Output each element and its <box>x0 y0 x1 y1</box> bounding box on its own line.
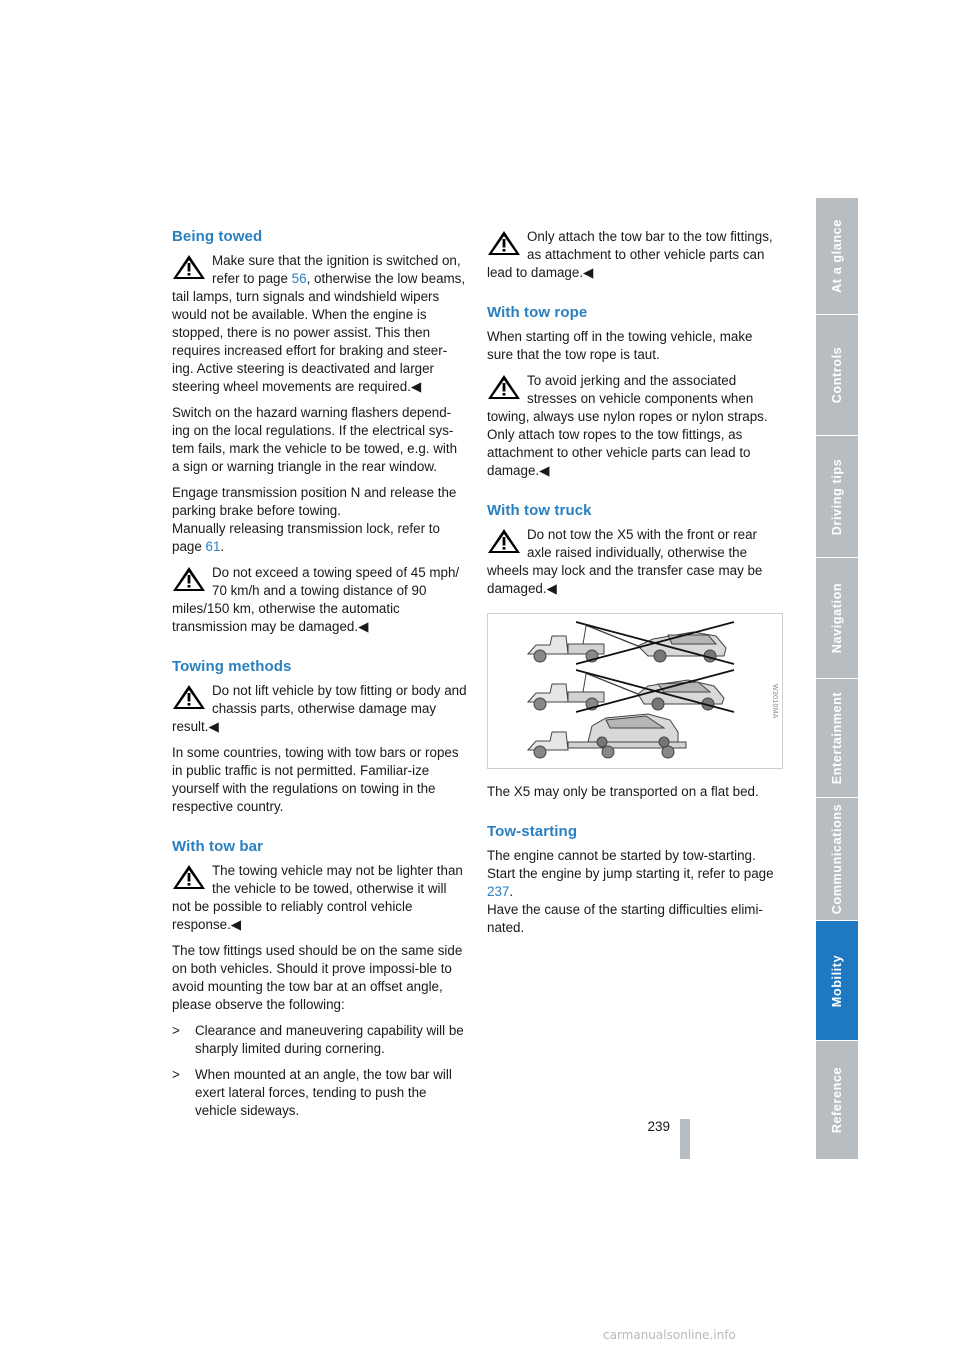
heading-with-tow-truck: With tow truck <box>487 502 592 519</box>
page-link-56[interactable]: 56 <box>291 271 307 286</box>
tab-entertainment[interactable]: Entertainment <box>816 679 858 798</box>
heading-towing-methods: Towing methods <box>172 658 292 675</box>
tow-truck-drawing <box>488 614 782 768</box>
watermark: carmanualsonline.info <box>603 1328 736 1342</box>
paragraph-tow-rope-taut: When starting off in the towing vehicle, make sure that the tow rope is taut. <box>487 329 753 362</box>
paragraph-tow-fittings: The tow fittings used should be on the same side on both vehicles. Should it prove impossi-ble to avoid mounting the tow bar at an offset angle, please observe the following: <box>172 943 463 1012</box>
warning-axle-raised: Do not tow the X5 with the front or rear axle raised individually, otherwise the wheels may lock and the transfer case may be damaged.◀ <box>487 526 782 598</box>
page-link-237[interactable]: 237 <box>487 884 510 899</box>
right-column <box>487 228 782 945</box>
paragraph-jump-start: Start the engine by jump starting it, refer to page 237. <box>487 866 774 899</box>
page-number-bar <box>680 1119 690 1159</box>
warning-ignition: Make sure that the ignition is switched on, refer to page 56, otherwise the low beams, tail lamps, turn signals and windshield wipers would not be available. When the engine is stopped, there is no power assist. This then requires increased effort for braking and steer-ing. Active steering is deactivated and larger steering wheel movements are required.◀ <box>172 253 466 394</box>
tab-mobility[interactable]: Mobility <box>816 921 858 1041</box>
tab-communications[interactable]: Communications <box>816 798 858 921</box>
paragraph-starting-difficulties: Have the cause of the starting difficulties elimi-nated. <box>487 902 763 935</box>
tab-controls[interactable]: Controls <box>816 315 858 436</box>
heading-tow-starting: Tow-starting <box>487 823 578 840</box>
tow-bar-bullet-list <box>172 1022 467 1120</box>
paragraph-hazard-flashers: Switch on the hazard warning flashers depend-ing on the local regulations. If the electrical sys-tem fails, mark the vehicle to be towed, e.g. with a sign or warning triangle in the rear window. <box>172 405 458 474</box>
chapter-tabs <box>816 198 858 1160</box>
heading-with-tow-rope: With tow rope <box>487 304 588 321</box>
tab-driving-tips[interactable]: Driving tips <box>816 436 858 558</box>
flatbed-truck-drawing <box>528 714 686 758</box>
wrecker-rear-lift-drawing <box>528 674 724 710</box>
paragraph-transmission-lock: Manually releasing transmission lock, refer to page 61. <box>172 521 440 554</box>
warning-nylon-ropes: To avoid jerking and the associated stresses on vehicle components when towing, always use nylon ropes or nylon straps. Only attach tow ropes to the tow fittings, as attachment to other vehicle parts can lead to damage.◀ <box>487 372 782 480</box>
page-link-61[interactable]: 61 <box>205 539 221 554</box>
paragraph-towing-regulations: In some countries, towing with tow bars or ropes in public traffic is not permitted. Familiar-ize yourself with the regulations on towing in the respective country. <box>172 745 459 814</box>
tab-reference[interactable]: Reference <box>816 1041 858 1160</box>
tow-truck-illustration <box>487 613 783 769</box>
left-column <box>172 228 467 1128</box>
heading-with-tow-bar: With tow bar <box>172 838 264 855</box>
tab-navigation[interactable]: Navigation <box>816 558 858 679</box>
warning-towing-speed: Do not exceed a towing speed of 45 mph/ 70 km/h and a towing distance of 90 miles/150 km, otherwise the automatic transmission may be damaged.◀ <box>172 564 467 636</box>
heading-being-towed: Being towed <box>172 228 263 245</box>
list-item: > Clearance and maneuvering capability will be sharply limited during cornering. <box>172 1023 464 1056</box>
tab-at-a-glance[interactable]: At a glance <box>816 198 858 315</box>
paragraph-tow-starting: The engine cannot be started by tow-starting. <box>487 848 756 863</box>
warning-tow-fitting: Do not lift vehicle by tow fitting or body and chassis parts, otherwise damage may result.◀ <box>172 683 467 734</box>
paragraph-transmission-n: Engage transmission position N and release the parking brake before towing. <box>172 485 457 518</box>
figure-code: W3010MA <box>771 684 778 719</box>
warning-towing-vehicle-weight: The towing vehicle may not be lighter than the vehicle to be towed, otherwise it will not be possible to reliably control vehicle response.◀ <box>172 862 467 934</box>
page-number: 239 <box>647 1119 670 1134</box>
figure-caption: The X5 may only be transported on a flat bed. <box>487 784 759 799</box>
warning-tow-bar-fittings: Only attach the tow bar to the tow fittings, as attachment to other vehicle parts can lead to damage.◀ <box>487 228 782 282</box>
list-item: > When mounted at an angle, the tow bar will exert lateral forces, tending to push the vehicle sideways. <box>172 1067 452 1118</box>
